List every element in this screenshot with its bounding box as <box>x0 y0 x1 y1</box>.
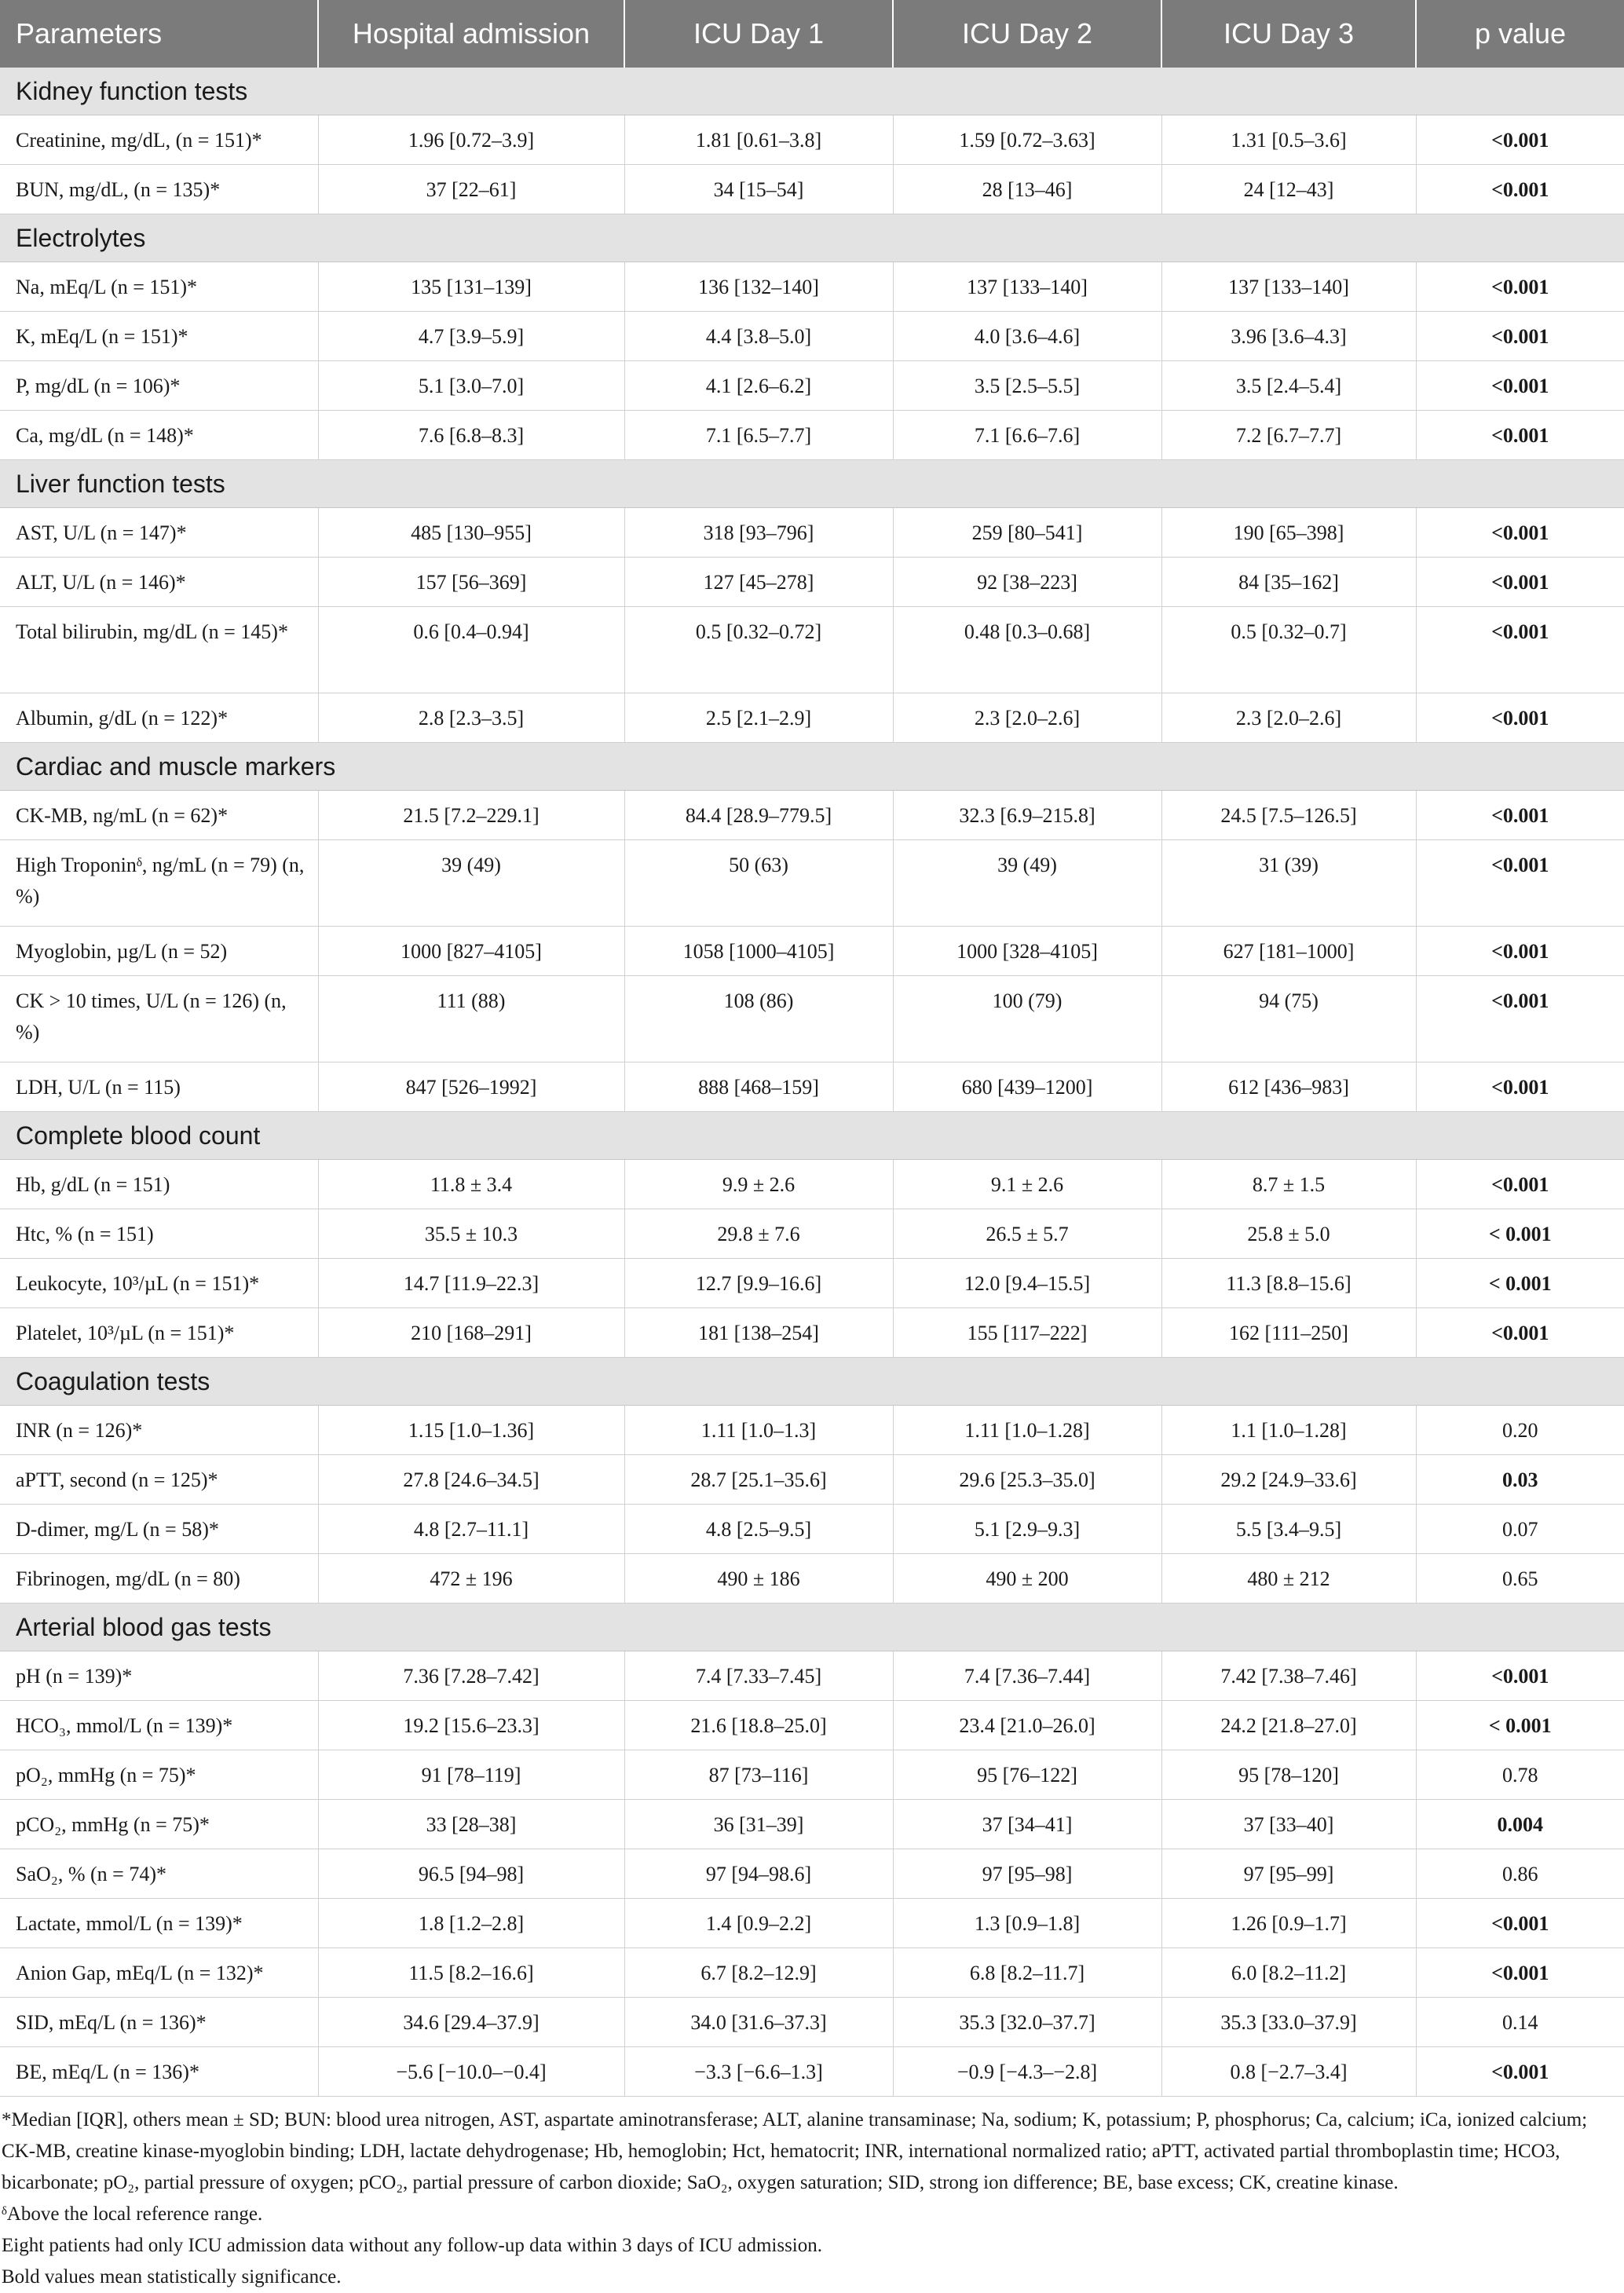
value-cell: 23.4 [21.0–26.0] <box>893 1701 1161 1750</box>
table-row <box>0 791 1624 840</box>
value-cell: 259 [80–541] <box>893 508 1161 558</box>
value-cell: 21.6 [18.8–25.0] <box>624 1701 893 1750</box>
table-row <box>0 411 1624 460</box>
p-value-cell: 0.07 <box>1416 1505 1624 1554</box>
value-cell: 84 [35–162] <box>1161 558 1416 607</box>
value-cell: 35.3 [33.0–37.9] <box>1161 1998 1416 2047</box>
value-cell: 3.96 [3.6–4.3] <box>1161 312 1416 361</box>
parameter-cell: HCO₃, mmol/L (n = 139)* <box>0 1701 318 1750</box>
p-value-cell: 0.86 <box>1416 1849 1624 1899</box>
value-cell: 95 [76–122] <box>893 1750 1161 1800</box>
value-cell: 1.96 [0.72–3.9] <box>318 115 624 165</box>
p-value-cell: <0.001 <box>1416 976 1624 1062</box>
parameter-cell: AST, U/L (n = 147)* <box>0 508 318 558</box>
section-row <box>0 1358 1624 1406</box>
value-cell: 9.1 ± 2.6 <box>893 1160 1161 1209</box>
value-cell: 5.1 [3.0–7.0] <box>318 361 624 411</box>
value-cell: 94 (75) <box>1161 976 1416 1062</box>
value-cell: 39 (49) <box>893 840 1161 927</box>
value-cell: 127 [45–278] <box>624 558 893 607</box>
p-value-cell: <0.001 <box>1416 558 1624 607</box>
value-cell: 97 [94–98.6] <box>624 1849 893 1899</box>
value-cell: 1.15 [1.0–1.36] <box>318 1406 624 1455</box>
value-cell: 19.2 [15.6–23.3] <box>318 1701 624 1750</box>
parameter-cell: Htc, % (n = 151) <box>0 1209 318 1259</box>
value-cell: 24.2 [21.8–27.0] <box>1161 1701 1416 1750</box>
value-cell: 37 [34–41] <box>893 1800 1161 1849</box>
value-cell: 84.4 [28.9–779.5] <box>624 791 893 840</box>
value-cell: 1.81 [0.61–3.8] <box>624 115 893 165</box>
p-value-cell: <0.001 <box>1416 791 1624 840</box>
table-body <box>0 68 1624 2097</box>
value-cell: 7.1 [6.6–7.6] <box>893 411 1161 460</box>
parameter-cell: pH (n = 139)* <box>0 1651 318 1701</box>
table-row <box>0 165 1624 214</box>
value-cell: 37 [33–40] <box>1161 1800 1416 1849</box>
value-cell: −0.9 [−4.3–−2.8] <box>893 2047 1161 2097</box>
parameter-cell: BE, mEq/L (n = 136)* <box>0 2047 318 2097</box>
table-row <box>0 1160 1624 1209</box>
value-cell: 7.4 [7.33–7.45] <box>624 1651 893 1701</box>
table-row <box>0 607 1624 693</box>
p-value-cell: 0.20 <box>1416 1406 1624 1455</box>
value-cell: −3.3 [−6.6–1.3] <box>624 2047 893 2097</box>
parameter-cell: Fibrinogen, mg/dL (n = 80) <box>0 1554 318 1604</box>
p-value-cell: <0.001 <box>1416 115 1624 165</box>
section-title: Coagulation tests <box>0 1358 1624 1406</box>
value-cell: 28.7 [25.1–35.6] <box>624 1455 893 1505</box>
table-row <box>0 1505 1624 1554</box>
value-cell: 318 [93–796] <box>624 508 893 558</box>
value-cell: 34.0 [31.6–37.3] <box>624 1998 893 2047</box>
parameter-cell: Total bilirubin, mg/dL (n = 145)* <box>0 607 318 693</box>
value-cell: 11.3 [8.8–15.6] <box>1161 1259 1416 1308</box>
value-cell: 155 [117–222] <box>893 1308 1161 1358</box>
value-cell: 3.5 [2.4–5.4] <box>1161 361 1416 411</box>
p-value-cell: < 0.001 <box>1416 1701 1624 1750</box>
p-value-cell: <0.001 <box>1416 840 1624 927</box>
value-cell: 27.8 [24.6–34.5] <box>318 1455 624 1505</box>
section-row <box>0 68 1624 115</box>
table-header-row <box>0 0 1624 68</box>
p-value-cell: <0.001 <box>1416 1308 1624 1358</box>
value-cell: 24 [12–43] <box>1161 165 1416 214</box>
p-value-cell: <0.001 <box>1416 508 1624 558</box>
header-p-value: p value <box>1416 0 1624 68</box>
value-cell: 36 [31–39] <box>624 1800 893 1849</box>
table-row <box>0 1308 1624 1358</box>
footnote: Eight patients had only ICU admission data without any follow-up data within 3 days of ICU admission. <box>2 2235 823 2256</box>
table-row <box>0 1800 1624 1849</box>
parameter-cell: pCO₂, mmHg (n = 75)* <box>0 1800 318 1849</box>
value-cell: 33 [28–38] <box>318 1800 624 1849</box>
p-value-cell: 0.78 <box>1416 1750 1624 1800</box>
footnote: *Median [IQR], others mean ± SD; BUN: blood urea nitrogen, AST, aspartate aminotransferase; ALT, alanine transaminase; Na, sodium; K, potassium; P, phosphorus; Ca, calcium; iCa, ionized calcium; CK-MB, creatine kinase-myoglobin binding; LDH, lactate dehydrogenase; Hb, hemoglobin; Hct, hematocrit; INR, international normalized ratio; aPTT, activated partial thromboplastin time; HCO3, bicarbonate; pO₂, partial pressure of oxygen; pCO₂, partial pressure of carbon dioxide; SaO₂, oxygen saturation; SID, strong ion difference; BE, base excess; CK, creatine kinase. <box>2 2109 1588 2193</box>
value-cell: 39 (49) <box>318 840 624 927</box>
section-row <box>0 214 1624 262</box>
value-cell: 92 [38–223] <box>893 558 1161 607</box>
value-cell: 680 [439–1200] <box>893 1062 1161 1112</box>
value-cell: 32.3 [6.9–215.8] <box>893 791 1161 840</box>
value-cell: 4.4 [3.8–5.0] <box>624 312 893 361</box>
p-value-cell: <0.001 <box>1416 165 1624 214</box>
p-value-cell: <0.001 <box>1416 2047 1624 2097</box>
parameter-cell: CK > 10 times, U/L (n = 126) (n, %) <box>0 976 318 1062</box>
section-title: Kidney function tests <box>0 68 1624 115</box>
parameter-cell: Na, mEq/L (n = 151)* <box>0 262 318 312</box>
value-cell: 6.7 [8.2–12.9] <box>624 1948 893 1998</box>
value-cell: 108 (86) <box>624 976 893 1062</box>
value-cell: 2.5 [2.1–2.9] <box>624 693 893 743</box>
p-value-cell: <0.001 <box>1416 1160 1624 1209</box>
p-value-cell: 0.14 <box>1416 1998 1624 2047</box>
parameter-cell: K, mEq/L (n = 151)* <box>0 312 318 361</box>
parameter-cell: aPTT, second (n = 125)* <box>0 1455 318 1505</box>
table-row <box>0 2047 1624 2097</box>
p-value-cell: 0.65 <box>1416 1554 1624 1604</box>
value-cell: 847 [526–1992] <box>318 1062 624 1112</box>
value-cell: 190 [65–398] <box>1161 508 1416 558</box>
section-title: Complete blood count <box>0 1112 1624 1160</box>
parameter-cell: SID, mEq/L (n = 136)* <box>0 1998 318 2047</box>
value-cell: 0.5 [0.32–0.7] <box>1161 607 1416 693</box>
value-cell: 4.1 [2.6–6.2] <box>624 361 893 411</box>
value-cell: 91 [78–119] <box>318 1750 624 1800</box>
value-cell: 2.8 [2.3–3.5] <box>318 693 624 743</box>
parameter-cell: Hb, g/dL (n = 151) <box>0 1160 318 1209</box>
value-cell: 35.3 [32.0–37.7] <box>893 1998 1161 2047</box>
table-row <box>0 115 1624 165</box>
value-cell: 34.6 [29.4–37.9] <box>318 1998 624 2047</box>
parameter-cell: Anion Gap, mEq/L (n = 132)* <box>0 1948 318 1998</box>
parameter-cell: INR (n = 126)* <box>0 1406 318 1455</box>
value-cell: 137 [133–140] <box>893 262 1161 312</box>
value-cell: 136 [132–140] <box>624 262 893 312</box>
value-cell: 5.5 [3.4–9.5] <box>1161 1505 1416 1554</box>
parameter-cell: Creatinine, mg/dL, (n = 151)* <box>0 115 318 165</box>
value-cell: 490 ± 200 <box>893 1554 1161 1604</box>
table-row <box>0 1948 1624 1998</box>
value-cell: 37 [22–61] <box>318 165 624 214</box>
p-value-cell: <0.001 <box>1416 312 1624 361</box>
table-row <box>0 1455 1624 1505</box>
value-cell: 7.1 [6.5–7.7] <box>624 411 893 460</box>
value-cell: 29.6 [25.3–35.0] <box>893 1455 1161 1505</box>
value-cell: 87 [73–116] <box>624 1750 893 1800</box>
header-parameters: Parameters <box>0 0 318 68</box>
value-cell: 6.0 [8.2–11.2] <box>1161 1948 1416 1998</box>
table-row <box>0 1406 1624 1455</box>
table-row <box>0 262 1624 312</box>
value-cell: 3.5 [2.5–5.5] <box>893 361 1161 411</box>
value-cell: 2.3 [2.0–2.6] <box>1161 693 1416 743</box>
header-hospital-admission: Hospital admission <box>318 0 624 68</box>
value-cell: 1.1 [1.0–1.28] <box>1161 1406 1416 1455</box>
value-cell: 1000 [827–4105] <box>318 927 624 976</box>
section-row <box>0 1604 1624 1651</box>
section-row <box>0 743 1624 791</box>
section-row <box>0 460 1624 508</box>
p-value-cell: <0.001 <box>1416 607 1624 693</box>
value-cell: 5.1 [2.9–9.3] <box>893 1505 1161 1554</box>
p-value-cell: <0.001 <box>1416 361 1624 411</box>
header-icu-day-1: ICU Day 1 <box>624 0 893 68</box>
value-cell: 7.42 [7.38–7.46] <box>1161 1651 1416 1701</box>
parameter-cell: LDH, U/L (n = 115) <box>0 1062 318 1112</box>
value-cell: 12.7 [9.9–16.6] <box>624 1259 893 1308</box>
value-cell: 29.8 ± 7.6 <box>624 1209 893 1259</box>
value-cell: 6.8 [8.2–11.7] <box>893 1948 1161 1998</box>
table-row <box>0 1701 1624 1750</box>
table-row <box>0 508 1624 558</box>
p-value-cell: <0.001 <box>1416 1948 1624 1998</box>
value-cell: 7.36 [7.28–7.42] <box>318 1651 624 1701</box>
value-cell: 1.8 [1.2–2.8] <box>318 1899 624 1948</box>
parameter-cell: Ca, mg/dL (n = 148)* <box>0 411 318 460</box>
table-row <box>0 1259 1624 1308</box>
table-row <box>0 558 1624 607</box>
value-cell: 612 [436–983] <box>1161 1062 1416 1112</box>
value-cell: 7.6 [6.8–8.3] <box>318 411 624 460</box>
value-cell: 12.0 [9.4–15.5] <box>893 1259 1161 1308</box>
footnote: ᵟAbove the local reference range. <box>2 2203 263 2225</box>
value-cell: 1.4 [0.9–2.2] <box>624 1899 893 1948</box>
value-cell: 485 [130–955] <box>318 508 624 558</box>
value-cell: 472 ± 196 <box>318 1554 624 1604</box>
parameter-cell: High Troponinᵟ, ng/mL (n = 79) (n, %) <box>0 840 318 927</box>
p-value-cell: <0.001 <box>1416 927 1624 976</box>
value-cell: 26.5 ± 5.7 <box>893 1209 1161 1259</box>
value-cell: 1.31 [0.5–3.6] <box>1161 115 1416 165</box>
value-cell: 31 (39) <box>1161 840 1416 927</box>
parameter-cell: Albumin, g/dL (n = 122)* <box>0 693 318 743</box>
table-row <box>0 1998 1624 2047</box>
value-cell: 490 ± 186 <box>624 1554 893 1604</box>
value-cell: 25.8 ± 5.0 <box>1161 1209 1416 1259</box>
parameter-cell: pO₂, mmHg (n = 75)* <box>0 1750 318 1800</box>
table-row <box>0 1849 1624 1899</box>
parameter-cell: CK-MB, ng/mL (n = 62)* <box>0 791 318 840</box>
value-cell: 1.26 [0.9–1.7] <box>1161 1899 1416 1948</box>
value-cell: 21.5 [7.2–229.1] <box>318 791 624 840</box>
p-value-cell: <0.001 <box>1416 693 1624 743</box>
value-cell: 7.2 [6.7–7.7] <box>1161 411 1416 460</box>
value-cell: −5.6 [−10.0–−0.4] <box>318 2047 624 2097</box>
value-cell: 97 [95–99] <box>1161 1849 1416 1899</box>
parameter-cell: SaO₂, % (n = 74)* <box>0 1849 318 1899</box>
value-cell: 2.3 [2.0–2.6] <box>893 693 1161 743</box>
header-icu-day-2: ICU Day 2 <box>893 0 1161 68</box>
value-cell: 210 [168–291] <box>318 1308 624 1358</box>
value-cell: 100 (79) <box>893 976 1161 1062</box>
value-cell: 34 [15–54] <box>624 165 893 214</box>
value-cell: 888 [468–159] <box>624 1062 893 1112</box>
p-value-cell: <0.001 <box>1416 1062 1624 1112</box>
table-row <box>0 1209 1624 1259</box>
p-value-cell: < 0.001 <box>1416 1259 1624 1308</box>
section-title: Arterial blood gas tests <box>0 1604 1624 1651</box>
parameter-cell: ALT, U/L (n = 146)* <box>0 558 318 607</box>
value-cell: 0.48 [0.3–0.68] <box>893 607 1161 693</box>
value-cell: 28 [13–46] <box>893 165 1161 214</box>
value-cell: 627 [181–1000] <box>1161 927 1416 976</box>
table-row <box>0 1651 1624 1701</box>
value-cell: 157 [56–369] <box>318 558 624 607</box>
table-row <box>0 1062 1624 1112</box>
value-cell: 9.9 ± 2.6 <box>624 1160 893 1209</box>
p-value-cell: < 0.001 <box>1416 1209 1624 1259</box>
value-cell: 111 (88) <box>318 976 624 1062</box>
value-cell: 162 [111–250] <box>1161 1308 1416 1358</box>
value-cell: 135 [131–139] <box>318 262 624 312</box>
table-row <box>0 1899 1624 1948</box>
p-value-cell: <0.001 <box>1416 262 1624 312</box>
section-title: Cardiac and muscle markers <box>0 743 1624 791</box>
value-cell: 97 [95–98] <box>893 1849 1161 1899</box>
value-cell: 1.3 [0.9–1.8] <box>893 1899 1161 1948</box>
value-cell: 1.59 [0.72–3.63] <box>893 115 1161 165</box>
value-cell: 29.2 [24.9–33.6] <box>1161 1455 1416 1505</box>
footnotes <box>0 2097 1624 2293</box>
p-value-cell: 0.03 <box>1416 1455 1624 1505</box>
value-cell: 11.8 ± 3.4 <box>318 1160 624 1209</box>
value-cell: 8.7 ± 1.5 <box>1161 1160 1416 1209</box>
value-cell: 50 (63) <box>624 840 893 927</box>
header-icu-day-3: ICU Day 3 <box>1161 0 1416 68</box>
value-cell: 0.8 [−2.7–3.4] <box>1161 2047 1416 2097</box>
value-cell: 1.11 [1.0–1.28] <box>893 1406 1161 1455</box>
value-cell: 1058 [1000–4105] <box>624 927 893 976</box>
parameter-cell: Myoglobin, µg/L (n = 52) <box>0 927 318 976</box>
table-row <box>0 976 1624 1062</box>
section-row <box>0 1112 1624 1160</box>
parameter-cell: Lactate, mmol/L (n = 139)* <box>0 1899 318 1948</box>
value-cell: 35.5 ± 10.3 <box>318 1209 624 1259</box>
p-value-cell: 0.004 <box>1416 1800 1624 1849</box>
parameter-cell: Leukocyte, 10³/µL (n = 151)* <box>0 1259 318 1308</box>
parameter-cell: Platelet, 10³/µL (n = 151)* <box>0 1308 318 1358</box>
value-cell: 1000 [328–4105] <box>893 927 1161 976</box>
parameter-cell: D-dimer, mg/L (n = 58)* <box>0 1505 318 1554</box>
value-cell: 1.11 [1.0–1.3] <box>624 1406 893 1455</box>
footnote: Bold values mean statistically significance. <box>2 2266 342 2288</box>
p-value-cell: <0.001 <box>1416 1899 1624 1948</box>
p-value-cell: <0.001 <box>1416 1651 1624 1701</box>
value-cell: 480 ± 212 <box>1161 1554 1416 1604</box>
table-row <box>0 361 1624 411</box>
value-cell: 14.7 [11.9–22.3] <box>318 1259 624 1308</box>
value-cell: 11.5 [8.2–16.6] <box>318 1948 624 1998</box>
value-cell: 96.5 [94–98] <box>318 1849 624 1899</box>
parameter-cell: P, mg/dL (n = 106)* <box>0 361 318 411</box>
section-title: Electrolytes <box>0 214 1624 262</box>
value-cell: 0.6 [0.4–0.94] <box>318 607 624 693</box>
value-cell: 4.0 [3.6–4.6] <box>893 312 1161 361</box>
p-value-cell: <0.001 <box>1416 411 1624 460</box>
value-cell: 95 [78–120] <box>1161 1750 1416 1800</box>
parameter-cell: BUN, mg/dL, (n = 135)* <box>0 165 318 214</box>
value-cell: 4.7 [3.9–5.9] <box>318 312 624 361</box>
value-cell: 24.5 [7.5–126.5] <box>1161 791 1416 840</box>
table-row <box>0 693 1624 743</box>
value-cell: 137 [133–140] <box>1161 262 1416 312</box>
value-cell: 7.4 [7.36–7.44] <box>893 1651 1161 1701</box>
table-row <box>0 840 1624 927</box>
value-cell: 0.5 [0.32–0.72] <box>624 607 893 693</box>
table-row <box>0 312 1624 361</box>
value-cell: 4.8 [2.7–11.1] <box>318 1505 624 1554</box>
value-cell: 181 [138–254] <box>624 1308 893 1358</box>
value-cell: 4.8 [2.5–9.5] <box>624 1505 893 1554</box>
table-row <box>0 927 1624 976</box>
table-row <box>0 1750 1624 1800</box>
table-row <box>0 1554 1624 1604</box>
section-title: Liver function tests <box>0 460 1624 508</box>
